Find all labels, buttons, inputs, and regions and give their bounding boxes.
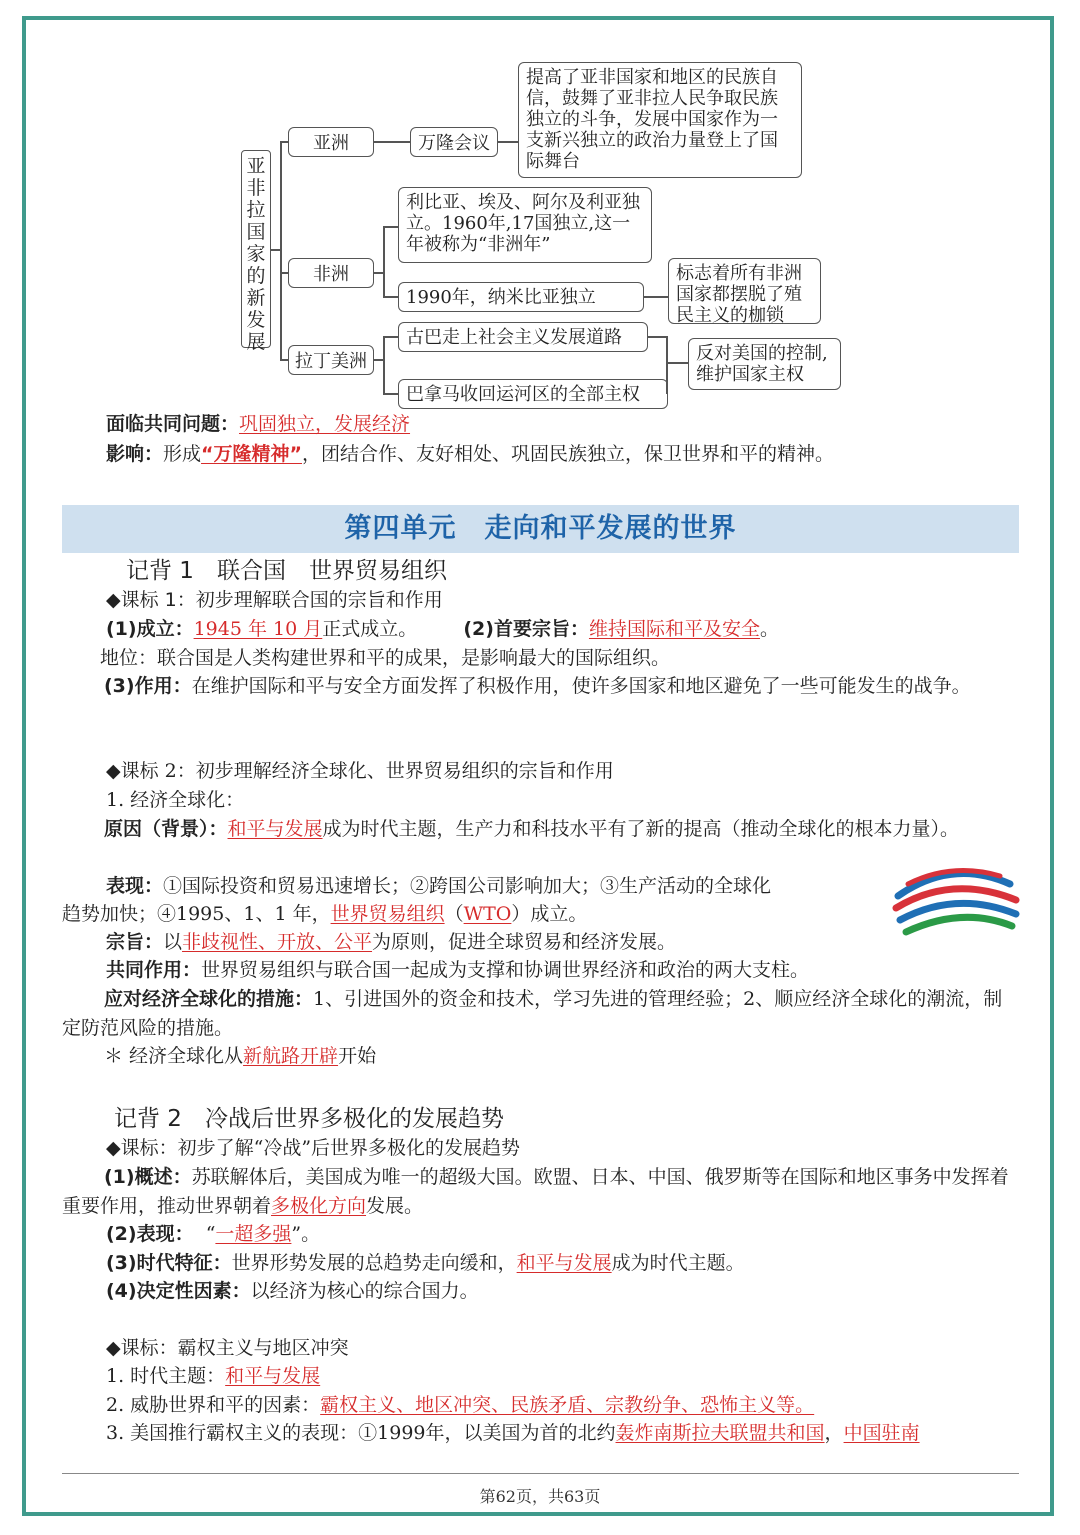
globalization-perf-1: 表现：①国际投资和贸易迅速增长；②跨国公司影响加大；③生产活动的全球化 xyxy=(106,875,772,897)
globalization-cause: 原因（背景）：和平与发展成为时代主题，生产力和科技水平有了新的提高（推动全球化的根本力量）。 xyxy=(104,818,960,840)
s1-standard1: ◆课标 1：初步理解联合国的宗旨和作用 xyxy=(106,589,443,611)
latin-effect-box: 反对美国的控制,维护国家主权 xyxy=(688,338,841,390)
common-problem: 面临共同问题：巩固独立，发展经济 xyxy=(106,413,411,435)
africa-effect-box: 标志着所有非洲国家都摆脱了殖民主义的枷锁 xyxy=(668,258,821,324)
unit-title: 第四单元 走向和平发展的世界 xyxy=(344,513,737,544)
latin-node: 拉丁美洲 xyxy=(288,345,374,375)
footer-divider xyxy=(62,1473,1019,1474)
wto-joint-role: 共同作用：世界贸易组织与联合国一起成为支撑和协调世界经济和政治的两大支柱。 xyxy=(106,959,810,981)
panama-box: 巴拿马收回运河区的全部主权 xyxy=(398,379,668,409)
un-role: (3)作用：在维护国际和平与安全方面发挥了积极作用，使许多国家和地区避免了一些可能发生的战争。 xyxy=(104,675,971,697)
africa-node: 非洲 xyxy=(288,258,374,288)
multipolar-overview: (1)概述：苏联解体后，美国成为唯一的超级大国。欧盟、日本、中国、俄罗斯等在国际和地区事务中发挥着重要作用，推动世界朝着多极化方向发展。 xyxy=(62,1166,1009,1217)
cuba-box: 古巴走上社会主义发展道路 xyxy=(398,322,648,352)
africa-independence-box: 利比亚、埃及、阿尔及利亚独立。1960年,17国独立,这一年被称为“非洲年” xyxy=(398,187,652,263)
peace-threats: 2. 威胁世界和平的因素：霸权主义、地区冲突、民族矛盾、宗教纷争、恐怖主义等。 xyxy=(106,1394,815,1416)
s2-standard2: ◆课标：霸权主义与地区冲突 xyxy=(106,1337,349,1359)
unit-banner xyxy=(62,505,1019,553)
namibia-box: 1990年，纳米比亚独立 xyxy=(398,282,644,312)
un-status: 地位：联合国是人类构建世界和平的成果，是影响最大的国际组织。 xyxy=(100,647,671,669)
era-feature: (3)时代特征：世界形势发展的总趋势走向缓和，和平与发展成为时代主题。 xyxy=(106,1252,745,1274)
globalization-title: 1. 经济全球化： xyxy=(106,789,245,811)
hegemony-examples: 3. 美国推行霸权主义的表现：①1999年，以美国为首的北约轰炸南斯拉夫联盟共和国，中国驻南 xyxy=(106,1422,920,1444)
asia-node: 亚洲 xyxy=(288,127,374,157)
section1-heading: 记背 1 联合国 世界贸易组织 xyxy=(126,558,447,584)
era-theme: 1. 时代主题：和平与发展 xyxy=(106,1365,321,1387)
globalization-start: ＊ 经济全球化从新航路开辟开始 xyxy=(104,1045,377,1067)
bandung-effect-box: 提高了亚非国家和地区的民族自信，鼓舞了亚非拉人民争取民族独立的斗争，发展中国家作为一支新兴独立的政治力量登上了国际舞台 xyxy=(518,62,802,178)
diagram-title: 亚非拉国家的新发展 xyxy=(241,150,271,348)
decisive-factor: (4)决定性因素：以经济为核心的综合国力。 xyxy=(106,1280,479,1302)
bandung-node: 万隆会议 xyxy=(410,127,498,157)
un-established: (1)成立：1945 年 10 月正式成立。 (2)首要宗旨：维持国际和平及安全。 xyxy=(106,618,779,640)
globalization-perf-2: 趋势加快；④1995、1、1 年，世界贸易组织（WTO）成立。 xyxy=(62,903,588,925)
s1-standard2: ◆课标 2：初步理解经济全球化、世界贸易组织的宗旨和作用 xyxy=(106,760,614,782)
multipolar-performance: (2)表现： “一超多强”。 xyxy=(106,1223,321,1245)
common-impact: 影响：形成“万隆精神”，团结合作、友好相处、巩固民族独立，保卫世界和平的精神。 xyxy=(106,443,835,465)
wto-purpose: 宗旨：以非歧视性、开放、公平为原则，促进全球贸易和经济发展。 xyxy=(106,931,677,953)
page-number: 第62页，共63页 xyxy=(479,1487,601,1506)
globalization-measures: 应对经济全球化的措施：1、引进国外的资金和技术，学习先进的管理经验；2、顺应经济全球化的潮流，制定防范风险的措施。 xyxy=(62,988,1003,1039)
section2-heading: 记背 2 冷战后世界多极化的发展趋势 xyxy=(114,1106,504,1132)
s2-standard: ◆课标：初步了解“冷战”后世界多极化的发展趋势 xyxy=(106,1137,521,1159)
